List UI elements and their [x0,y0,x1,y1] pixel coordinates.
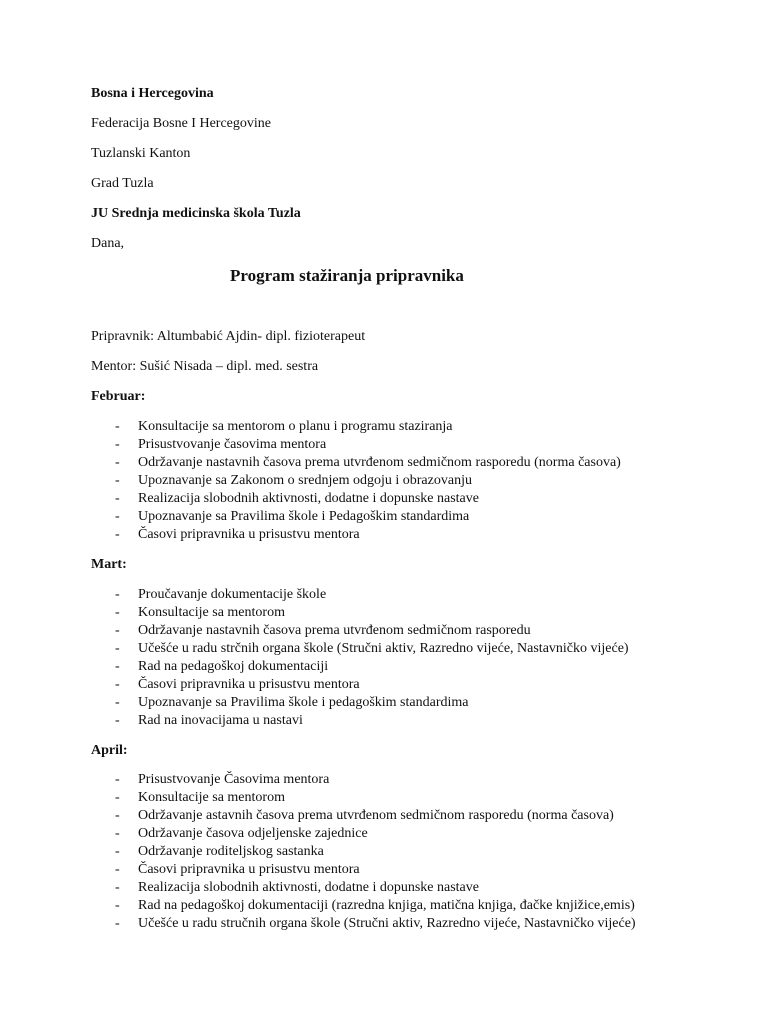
list-dash: - [115,527,120,542]
list-item: - Prisustvovanje časovima mentora [115,437,327,452]
list-dash: - [115,880,120,895]
country-line: Bosna i Hercegovina [91,86,214,101]
list-dash: - [115,695,120,710]
section-heading-mart: Mart: [91,557,127,572]
list-dash: - [115,790,120,805]
list-item: - Učešće u radu strčnih organa škole (Stručni aktiv, Razredno vijeće, Nastavničko vijeće) [115,641,629,656]
list-item: - Upoznavanje sa Pravilima škole i pedagoškim standardima [115,695,469,710]
section-heading-februar: Februar: [91,389,146,404]
list-dash: - [115,587,120,602]
list-item: - Rad na inovacijama u nastavi [115,713,303,728]
list-dash: - [115,713,120,728]
list-dash: - [115,916,120,931]
list-dash: - [115,826,120,841]
mentor-line: Mentor: Sušić Nisada – dipl. med. sestra [91,359,319,374]
intern-line: Pripravnik: Altumbabić Ajdin- dipl. fizioterapeut [91,329,366,344]
section-heading-april: April: [91,743,128,758]
list-item: - Rad na pedagoškoj dokumentaciji (razredna knjiga, matična knjiga, đačke knjižice,emis) [115,898,635,913]
list-item: - Održavanje astavnih časova prema utvrđenom sedmičnom rasporedu (norma časova) [115,808,614,823]
list-item: - Prisustvovanje Časovima mentora [115,772,330,787]
canton-line: Tuzlanski Kanton [91,146,191,161]
list-item: - Održavanje roditeljskog sastanka [115,844,324,859]
list-item: - Konsultacije sa mentorom [115,605,285,620]
list-dash: - [115,659,120,674]
list-item: - Održavanje časova odjeljenske zajednice [115,826,368,841]
city-line: Grad Tuzla [91,176,154,191]
list-dash: - [115,509,120,524]
list-item: - Održavanje nastavnih časova prema utvrđenom sedmičnom rasporedu (norma časova) [115,455,621,470]
list-item: - Konsultacije sa mentorom o planu i programu staziranja [115,419,453,434]
list-item: - Realizacija slobodnih aktivnosti, dodatne i dopunske nastave [115,491,479,506]
list-item: - Upoznavanje sa Zakonom o srednjem odgoju i obrazovanju [115,473,472,488]
list-dash: - [115,808,120,823]
list-item: - Rad na pedagoškoj dokumentaciji [115,659,329,674]
list-item: - Konsultacije sa mentorom [115,790,285,805]
list-dash: - [115,772,120,787]
list-item: - Časovi pripravnika u prisustvu mentora [115,862,360,877]
list-item: - Održavanje nastavnih časova prema utvrđenom sedmičnom rasporedu [115,623,531,638]
list-dash: - [115,473,120,488]
list-item: - Upoznavanje sa Pravilima škole i Pedagoškim standardima [115,509,470,524]
date-line: Dana, [91,236,125,251]
list-item: - Realizacija slobodnih aktivnosti, dodatne i dopunske nastave [115,880,479,895]
list-dash: - [115,455,120,470]
list-dash: - [115,844,120,859]
list-dash: - [115,623,120,638]
list-dash: - [115,862,120,877]
list-dash: - [115,641,120,656]
list-item: - Časovi pripravnika u prisustvu mentora [115,677,360,692]
list-dash: - [115,605,120,620]
list-dash: - [115,677,120,692]
list-dash: - [115,437,120,452]
list-item: - Učešće u radu stručnih organa škole (Stručni aktiv, Razredno vijeće, Nastavničko vijeće) [115,916,636,931]
list-dash: - [115,491,120,506]
list-item: - Proučavanje dokumentacije škole [115,587,327,602]
school-line: JU Srednja medicinska škola Tuzla [91,206,301,221]
list-dash: - [115,898,120,913]
document-title: Program stažiranja pripravnika [230,266,464,285]
federation-line: Federacija Bosne I Hercegovine [91,116,271,131]
list-dash: - [115,419,120,434]
list-item: - Časovi pripravnika u prisustvu mentora [115,527,360,542]
